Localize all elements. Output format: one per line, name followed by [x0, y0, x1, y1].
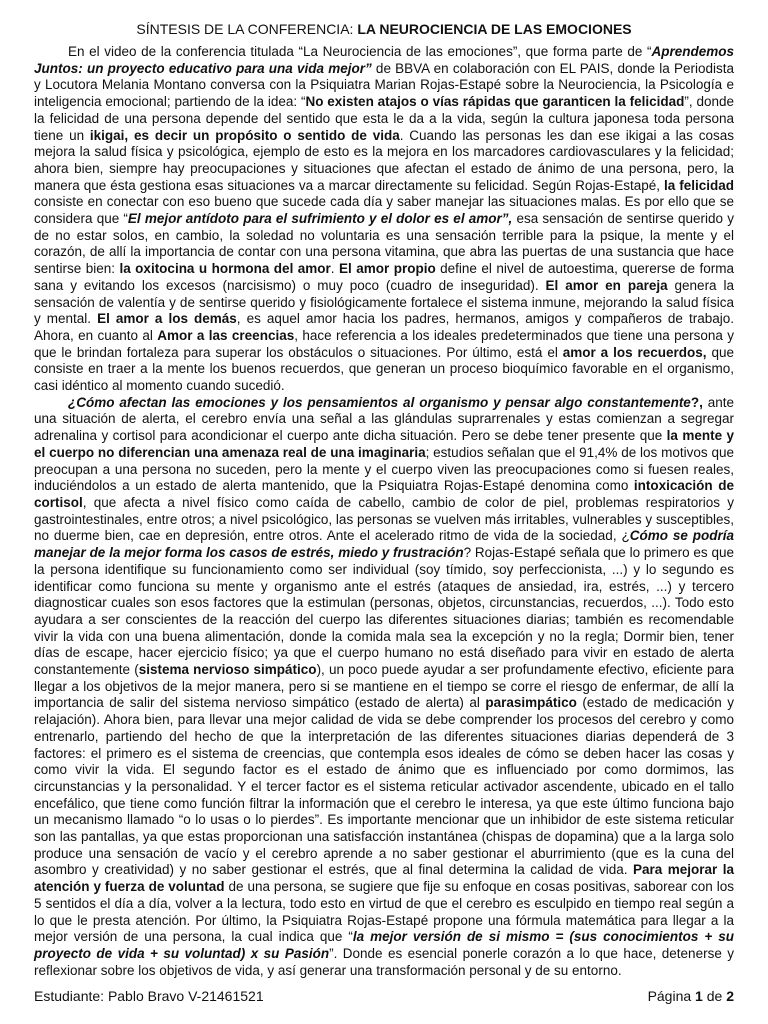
- bold-run: ikigai, es decir un propósito o sentido de vida: [89, 127, 400, 143]
- document-title: [34, 20, 734, 38]
- text-run: define el nivel de autoestima, quererse de forma sana y evitando los excesos (narcisismo) o muy poco (cuadro de inseguridad).: [34, 261, 735, 293]
- text-run: ”, donde la felicidad de una persona depende del sentido que esta le da a la vida, según la cultura japonesa toda persona tiene un: [34, 94, 734, 143]
- bold-run: ?,: [690, 394, 703, 410]
- page-label: Página: [647, 988, 696, 1004]
- text-run: esa sensación de sentirse querido y de no estar solos, en cambio, la soledad no voluntaria es una sensación terrible para la psique, la mente y el corazón, de allí la importancia de contar con una persona vitamina, que abra las puertas de una sustancia que hace sentirse bien:: [34, 211, 734, 277]
- bold-run: Para mejorar la atención y fuerza de voluntad: [34, 862, 735, 895]
- student-info: Estudiante: Pablo Bravo V-21461521: [34, 988, 264, 1004]
- bold-italic-run: Cómo se podría manejar de la mejor forma los casos de estrés, miedo y frustración: [34, 528, 734, 561]
- bold-italic-run: Aprendemos Juntos: un proyecto educativo para una vida mejor”: [34, 44, 734, 76]
- bold-italic-run: El mejor antídoto para el sufrimiento y el dolor es el amor”,: [127, 211, 513, 227]
- page-total: 2: [726, 988, 734, 1004]
- page-current: 1: [695, 988, 703, 1004]
- text-run: de BBVA en colaboración con EL PAIS, donde la Periodista y Locutora Melania Montano conversa con la Psiquiatra Marian Rojas-Estapé sobre la Neurociencia, la Psicología e inteligencia emocional; partiendo de la idea: “: [34, 60, 734, 110]
- bold-run: El amor propio: [339, 261, 436, 277]
- document-page: [34, 20, 734, 1020]
- bold-run: El amor en pareja: [545, 277, 668, 293]
- bold-run: la felicidad: [663, 177, 734, 193]
- text-run: (estado de medicación y relajación). Ahora bien, para llevar una mejor calidad de vida se debe comprender los procesos del cerebro y como entrenarlo, partiendo del hecho de que la interpretación de las diferentes situaciones diarias dependerá de 3 factores: el primero es el sistema de creencias, que contempla esos ideales de cómo se deben hacer las cosas y como vivir la vida. El segundo factor es el estado de ánimo que es influenciado por como dormimos, las circunstancias y la personalidad. Y el tercer factor es el sistema reticular activador ascendente, ubicado en el tallo encefálico, que tiene como función filtrar la información que el cerebro le interesa, ya que este último funciona bajo un mecanismo llamado “o lo usas o lo pierdes”. Es importante mencionar que un inhibidor de este sistema reticular son las pantallas, ya que estas proporcionan una satisfacción instantánea (chispas de dopamina) que a la larga solo produce una sensación de vacío y el cerebro aprende a no saber gestionar el aburrimiento (que es la cuna del asombro y creatividad) y no saber gestionar el estrés, que al final determina la calidad de vida.: [34, 695, 734, 878]
- text-run: , que afecta a nivel físico como caída de cabello, cambio de color de piel, problemas respiratorios y gastrointestinales, entre otros; a nivel psicológico, las personas se vuelven más irritables, vulnerables y susceptibles, no duerme bien, cae en depresión, entre otros. Ante el acelerado ritmo de vida de la sociedad, ¿: [34, 494, 734, 544]
- text-run: ? Rojas-Estapé señala que lo primero es que la persona identifique su funcionamiento como ser individual (soy tímido, soy perfeccionista, ...) y lo segundo es identificar como funciona su mente y organismo ante el estrés (ataques de ansiedad, ira, estrés, ...) y tercero diagnosticar cuales son esos factores que la estimulan (personas, objetos, circunstancias, recuerdos, ...). Todo esto ayudara a ser conscientes de la reacción del cuerpo las diferentes situaciones diarias; también es recomendable vivir la vida con una buena alimentación, donde la comida mala sea la excepción y no la regla; Dormir bien, tener días de escape, hacer ejercicio físico; ya que el cuerpo humano no está diseñado para vivir en estado de alerta constantemente (: [34, 545, 734, 678]
- text-run: de una persona, se sugiere que fije su enfoque en cosas positivas, saborear con los 5 sentidos el día a día, volver a la lectura, todo esto en virtud de que el cerebro es esculpido en tiempo real según a lo que le presta atención. Por último, la Psiquiatra Rojas-Estapé propone una fórmula matemática para llegar a la mejor versión de una persona, la cual indica que “: [34, 879, 734, 945]
- page-footer: [34, 988, 734, 1004]
- bold-run: sistema nervioso simpático: [138, 662, 317, 678]
- bold-run: Amor a las creencias: [157, 327, 295, 343]
- text-run: ), un poco puede ayudar a ser profundamente efectivo, eficiente para llegar a los objetivos de la mejor manera, pero si se mantiene en el tiempo se corre el riesgo de enfermar, de allí la importancia de salir del sistema nervioso simpático (estado de alerta) al: [34, 662, 734, 711]
- text-run: que consiste en traer a la mente los buenos recuerdos, que generan un proceso bioquímico favorable en el organismo, casi idéntico al momento cuando sucedió.: [34, 344, 734, 394]
- text-run: genera la sensación de valentía y de sentirse querido y fisiológicamente fortalece el sistema inmune, mejorando la salud física y mental.: [34, 277, 734, 327]
- text-run: ; estudios señalan que el 91,4% de los motivos que preocupan a una persona no suceden, pero la mente y el cuerpo viven las preocupaciones como si fuesen reales, induciéndolos a un estado de alerta mantenido, que la Psiquiatra Rojas-Estapé denomina como: [34, 444, 735, 494]
- bold-run: amor a los recuerdos,: [562, 344, 707, 360]
- page-number: [648, 988, 734, 1004]
- page-of: de: [702, 988, 727, 1004]
- text-run: ”. Donde es esencial ponerle corazón a lo que hace, detenerse y reflexionar sobre los objetivos de vida, y así generar una transformación personal y de su entorno.: [34, 945, 734, 978]
- text-run: ante una situación de alerta, el cerebro envía una señal a las glándulas suprarrenales y estas comienzan a segregar adrenalina y cortisol para acondicionar el cuerpo ante dicha situación. Pero se debe tener presente que: [34, 394, 734, 444]
- text-run: , es aquel amor hacia los padres, hermanos, amigos y compañeros de trabajo. Ahora, en cuanto al: [34, 311, 734, 343]
- bold-italic-run: la mejor versión de si mismo = (sus conocimientos + su proyecto de vida + su voluntad) x su Pasión: [34, 929, 734, 961]
- bold-run: la mente y el cuerpo no diferencian una amenaza real de una imaginaria: [34, 428, 734, 460]
- paragraph-1: [34, 44, 734, 395]
- paragraph-2: [34, 395, 734, 980]
- bold-run: parasimpático: [485, 695, 577, 711]
- bold-run: El amor a los demás: [97, 311, 237, 327]
- text-run: consiste en conectar con eso bueno que sucede cada día y saber manejar las situaciones malas. Es por ello que se considera que “: [34, 194, 734, 227]
- text-run: En el video de la conferencia titulada “La Neurociencia de las emociones”, que forma parte de “: [68, 44, 652, 59]
- bold-run: intoxicación de cortisol: [34, 478, 734, 510]
- bold-run: la oxitocina u hormona del amor: [119, 261, 331, 277]
- title-prefix: SÍNTESIS DE LA CONFERENCIA:: [136, 21, 358, 37]
- text-run: . Cuando las personas les dan ese ikigai a las cosas mejora la salud física y psicológica, ejemplo de esto es la mejora en los marcadores cardiovasculares y la felicidad; ahora bien, siempre hay preocupaciones y situaciones que afectan el estado de ánimo de una persona, pero, la manera que ésta gestiona esas situaciones va a marcar directamente su felicidad. Según Rojas-Estapé,: [34, 127, 735, 193]
- title-main: LA NEUROCIENCIA DE LAS EMOCIONES: [357, 21, 632, 37]
- bold-run: No existen atajos o vías rápidas que garanticen la felicidad: [305, 94, 685, 110]
- text-run: , hace referencia a los ideales predeterminados que tiene una persona y que le brindan fortaleza para superar los obstáculos o situaciones. Por último, está el: [34, 327, 734, 360]
- bold-italic-run: ¿Cómo afectan las emociones y los pensamientos al organismo y pensar algo constantemente: [68, 394, 691, 410]
- text-run: .: [330, 261, 340, 277]
